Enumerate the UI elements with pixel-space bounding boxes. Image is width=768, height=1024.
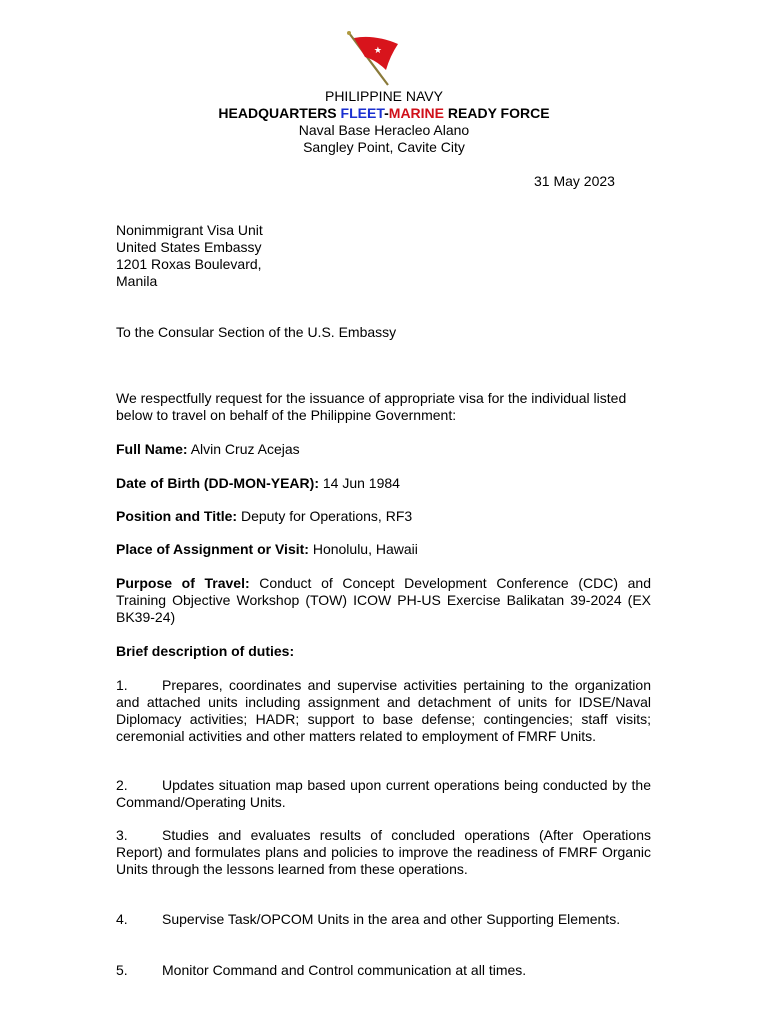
hq-marine: MARINE <box>388 105 445 121</box>
duty-text: Supervise Task/OPCOM Units in the area and other Supporting Elements. <box>162 911 621 927</box>
place-label: Place of Assignment or Visit: <box>116 541 309 557</box>
duty-number: 5. <box>116 962 128 978</box>
full-name-label: Full Name: <box>116 441 188 457</box>
letterhead-address-2: Sangley Point, Cavite City <box>303 139 465 155</box>
org-name: PHILIPPINE NAVY <box>324 88 443 104</box>
duty-text: Monitor Command and Control communication at all times. <box>162 962 527 978</box>
purpose-label: Purpose of Travel: <box>116 575 250 591</box>
letter-date: 31 May 2023 <box>534 173 615 189</box>
dob-row <box>116 475 651 492</box>
full-name-row <box>116 441 651 458</box>
duty-text: Prepares, coordinates and supervise activities pertaining to the organization and attached units including assignment and detachment of units for IDSE/Naval Diplomacy activities; HADR; support to base defense; contingencies; staff visits; ceremonial activities and other matters related to employment of FMRF Units. <box>116 677 651 744</box>
duty-item <box>116 777 651 811</box>
hq-fleet: FLEET <box>340 105 385 121</box>
place-row <box>116 541 651 558</box>
duty-number: 4. <box>116 911 128 927</box>
position-value: Deputy for Operations, RF3 <box>237 508 413 524</box>
hq-dash: - <box>384 105 389 121</box>
position-label: Position and Title: <box>116 508 238 524</box>
purpose-row <box>116 575 651 626</box>
dob-value: 14 Jun 1984 <box>318 475 400 491</box>
duty-item <box>116 962 651 979</box>
hq-suffix: READY FORCE <box>444 105 550 121</box>
recipient-line-2: United States Embassy <box>116 239 262 255</box>
place-value: Honolulu, Hawaii <box>308 541 418 557</box>
headquarters-title <box>0 105 768 122</box>
recipient-line-3: 1201 Roxas Boulevard, <box>116 256 262 272</box>
recipient-line-1: Nonimmigrant Visa Unit <box>116 222 263 238</box>
duty-text: Updates situation map based upon current operations being conducted by the Command/Operating Units. <box>116 777 651 810</box>
position-row <box>116 508 651 525</box>
duty-number: 2. <box>116 777 128 793</box>
full-name-value: Alvin Cruz Acejas <box>187 441 300 457</box>
letterhead-address-1: Naval Base Heracleo Alano <box>298 122 470 138</box>
intro-paragraph: We respectfully request for the issuance of appropriate visa for the individual listed below to travel on behalf of the Philippine Government: <box>116 390 627 423</box>
flag-icon <box>346 30 406 88</box>
duty-item <box>116 677 651 745</box>
duty-number: 3. <box>116 827 128 843</box>
hq-prefix: HEADQUARTERS <box>218 105 341 121</box>
recipient-address <box>116 222 263 290</box>
duty-number: 1. <box>116 677 128 693</box>
duties-heading: Brief description of duties: <box>116 643 295 659</box>
flag-emblem <box>346 30 406 88</box>
recipient-line-4: Manila <box>116 273 158 289</box>
purpose-value: Conduct of Concept Development Conference (CDC) and Training Objective Workshop (TOW) ICOW PH-US Exercise Balikatan 39-2024 (EX BK39-24) <box>116 575 651 625</box>
duty-item <box>116 911 651 928</box>
duty-text: Studies and evaluates results of concluded operations (After Operations Report) and formulates plans and policies to improve the readiness of FMRF Organic Units through the lessons learned from these operations. <box>116 827 651 877</box>
salutation: To the Consular Section of the U.S. Embassy <box>116 324 397 340</box>
duty-item <box>116 827 651 878</box>
dob-label: Date of Birth (DD-MON-YEAR): <box>116 475 319 491</box>
